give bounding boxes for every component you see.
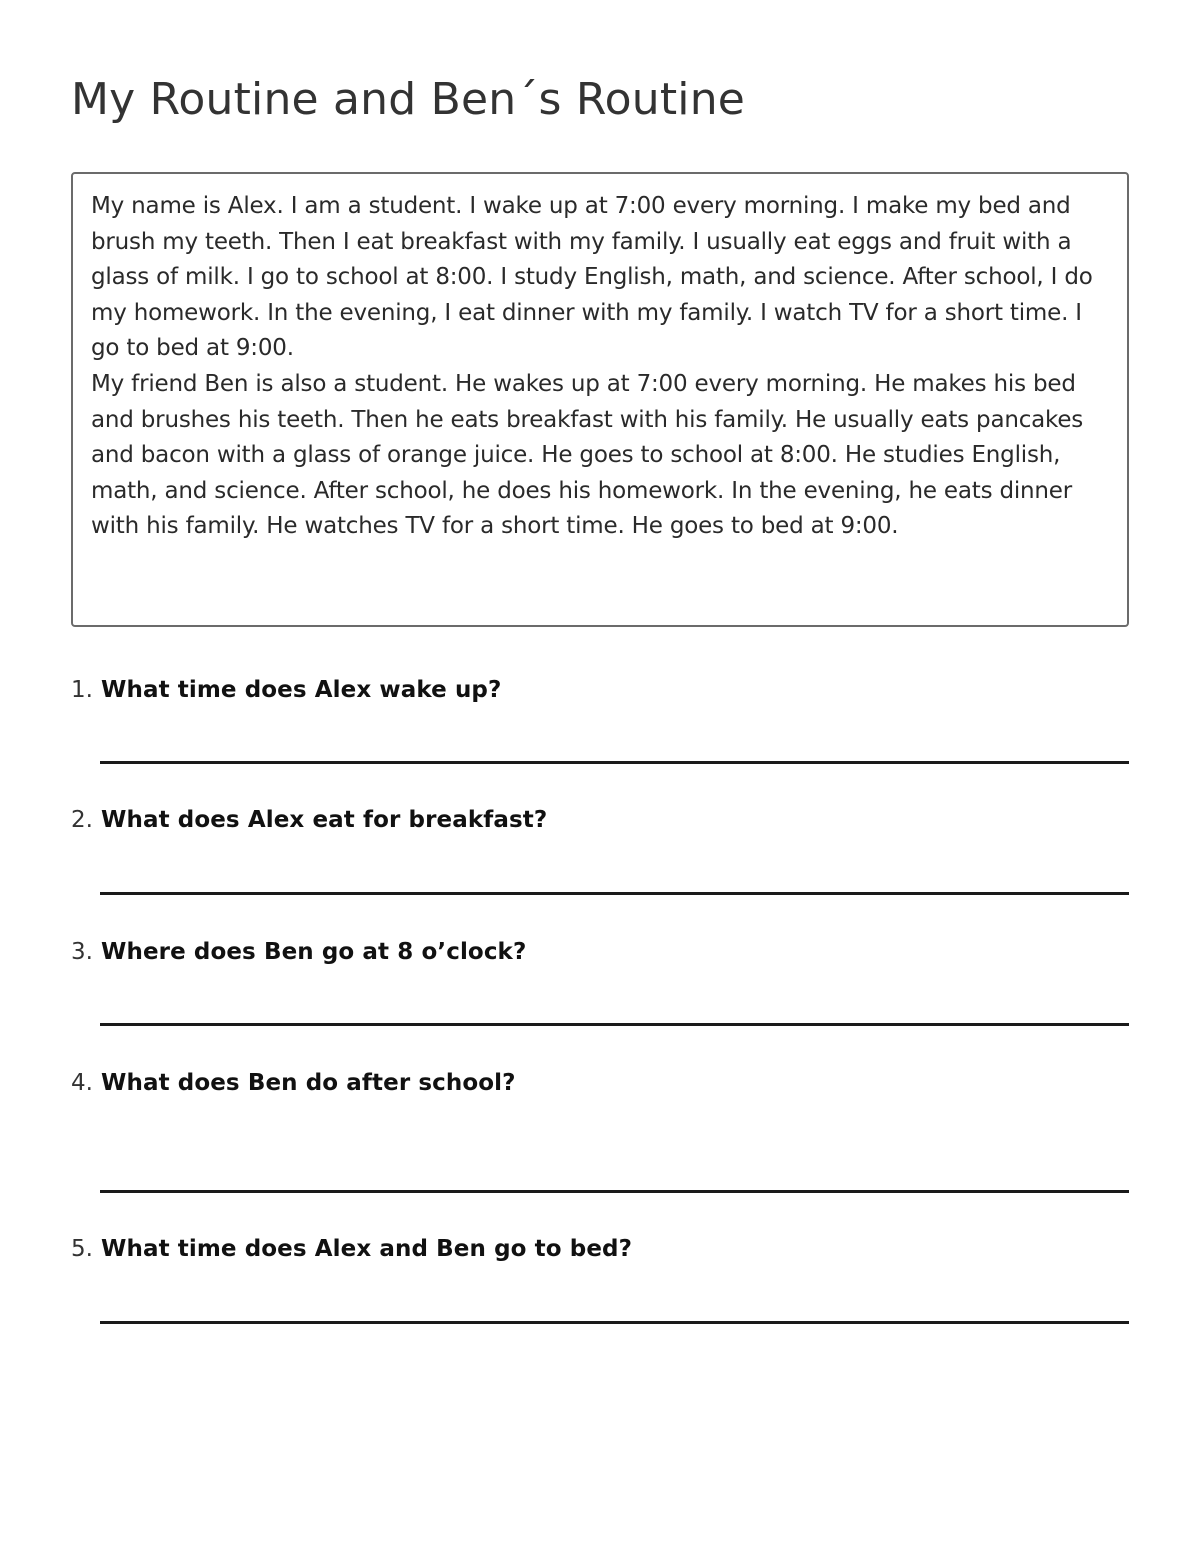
question-number: 3. (71, 939, 93, 965)
question-number: 1. (71, 677, 93, 703)
question-text: What time does Alex wake up? (101, 677, 502, 703)
question-5 (71, 1232, 1129, 1266)
answer-line-2[interactable] (100, 892, 1129, 895)
answer-line-5[interactable] (100, 1321, 1129, 1324)
question-number: 2. (71, 807, 93, 833)
passage-paragraph-ben: My friend Ben is also a student. He wakes up at 7:00 every morning. He makes his bed and brushes his teeth. Then he eats breakfast with his family. He usually eats pancakes and bacon with a glass of orange juice. He goes to school at 8:00. He studies English, math, and science. After school, he does his homework. In the evening, he eats dinner with his family. He watches TV for a short time. He goes to bed at 9:00. (91, 370, 1084, 540)
passage-paragraph-alex: My name is Alex. I am a student. I wake up at 7:00 every morning. I make my bed and brush my teeth. Then I eat breakfast with my family. I usually eat eggs and fruit with a glass of milk. I go to school at 8:00. I study English, math, and science. After school, I do my homework. In the evening, I eat dinner with my family. I watch TV for a short time. I go to bed at 9:00. (91, 193, 1093, 362)
question-text: What does Ben do after school? (101, 1070, 516, 1096)
answer-line-3[interactable] (100, 1023, 1129, 1026)
question-text: Where does Ben go at 8 o’clock? (101, 939, 527, 965)
page-title: My Routine and Ben´s Routine (71, 74, 746, 125)
question-text: What does Alex eat for breakfast? (101, 807, 548, 833)
answer-line-4[interactable] (100, 1190, 1129, 1193)
answer-line-1[interactable] (100, 761, 1129, 764)
question-text: What time does Alex and Ben go to bed? (101, 1236, 633, 1262)
question-3 (71, 935, 1129, 969)
question-2 (71, 803, 1129, 837)
question-number: 5. (71, 1236, 93, 1262)
question-number: 4. (71, 1070, 93, 1096)
reading-passage-box (71, 172, 1129, 627)
question-4 (71, 1066, 1129, 1100)
question-1 (71, 673, 1129, 707)
